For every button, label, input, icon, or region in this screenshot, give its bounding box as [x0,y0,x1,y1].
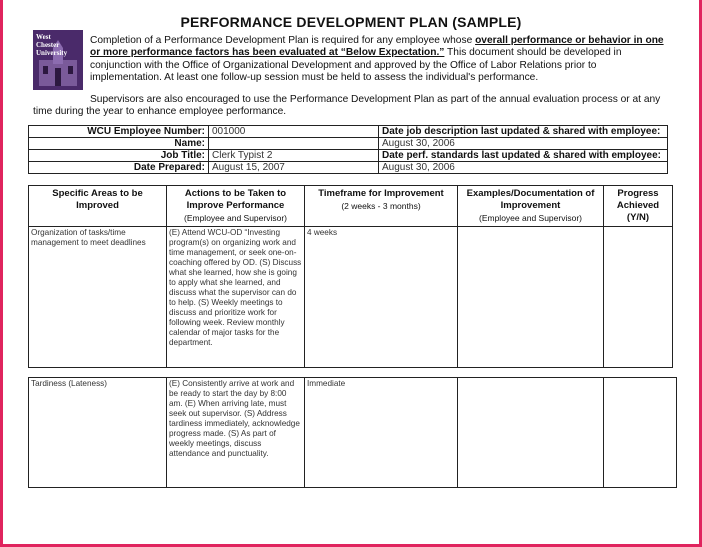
actions-cell[interactable]: (E) Attend WCU-OD “Investing program(s) on organizing work and time management, or seek one-on-coaching offered by OD. (S) Discuss what she learned, how she is going to apply what she learned, and discuss what the supervisor can do to help. (S) Weekly meetings to discuss and prioritize work for following week. Review monthly calendar of major tasks for the department. [167,227,305,368]
info-row [29,138,668,150]
job-description-date-field[interactable]: August 30, 2006 [379,138,668,150]
examples-header-sub: (Employee and Supervisor) [479,213,582,223]
examples-cell[interactable] [458,227,604,368]
table-header-row [29,186,673,227]
progress-cell[interactable] [604,378,677,488]
date-prepared-field[interactable]: August 15, 2007 [209,162,379,174]
actions-cell[interactable]: (E) Consistently arrive at work and be ready to start the day by 8:00 am. (E) When arriving late, must seek out supervisor. (S) Address tardiness immediately, acknowledge progress made. (S) As part of weekly meetings, discuss attendance and punctuality. [167,378,305,488]
info-row [29,150,668,162]
svg-text:University: University [36,49,68,57]
employee-number-label: WCU Employee Number: [29,126,209,138]
timeframe-cell[interactable]: 4 weeks [305,227,458,368]
job-title-label: Job Title: [29,150,209,162]
development-plan-table-continued [28,377,677,488]
info-row [29,126,668,138]
timeframe-cell[interactable]: Immediate [305,378,458,488]
progress-cell[interactable] [604,227,673,368]
area-cell[interactable]: Tardiness (Lateness) [29,378,167,488]
intro-emphasis: overall performance or behavior in one or more performance factors has been evaluated at “Below Expectation.” [90,35,664,59]
column-header-actions [167,186,305,227]
date-prepared-label: Date Prepared: [29,162,209,174]
table-row [29,227,673,368]
examples-header-label: Examples/Documentation of Improvement [466,188,595,211]
performance-standards-label: Date perf. standards last updated & shared with employee: [379,150,668,162]
name-field[interactable] [209,138,379,150]
university-logo [33,30,83,90]
performance-standards-date-field[interactable]: August 30, 2006 [379,162,668,174]
job-description-label: Date job description last updated & shared with employee: [379,126,668,138]
areas-header-label: Specific Areas to be Improved [52,188,143,211]
job-title-field[interactable]: Clerk Typist 2 [209,150,379,162]
name-label: Name: [29,138,209,150]
info-row [29,162,668,174]
employee-number-field[interactable]: 001000 [209,126,379,138]
frame-left-border [0,0,3,547]
area-cell[interactable]: Organization of tasks/time management to meet deadlines [29,227,167,368]
svg-text:West: West [36,33,51,41]
column-header-progress [604,186,673,227]
column-header-examples [458,186,604,227]
page-title: PERFORMANCE DEVELOPMENT PLAN (SAMPLE) [180,14,522,30]
table-row [29,378,677,488]
actions-header-label: Actions to be Taken to Improve Performance [184,188,287,211]
intro-text-1: Completion of a Performance Development Plan is required for any employee whose [90,35,476,46]
actions-header-sub: (Employee and Supervisor) [184,213,287,223]
timeframe-header-label: Timeframe for Improvement [318,188,444,199]
development-plan-table [28,185,673,368]
intro-text-2: This document should be developed in conjunction with the Office of Organizational Development and approved by the Office of Labor Relations prior to implementation. At least one follow-up session must be held to assess the individual's performance. [90,47,622,83]
column-header-areas [29,186,167,227]
employee-info-table [28,125,668,174]
timeframe-header-sub: (2 weeks - 3 months) [341,201,421,211]
intro-paragraph [90,35,665,84]
svg-text:Chester: Chester [36,41,60,49]
examples-cell[interactable] [458,378,604,488]
supervisors-paragraph: Supervisors are also encouraged to use the Performance Development Plan as part of the annual evaluation process or at any time during the year to enhance employee performance. [33,94,661,118]
column-header-timeframe [305,186,458,227]
progress-header-label: Progress Achieved (Y/N) [616,188,660,223]
